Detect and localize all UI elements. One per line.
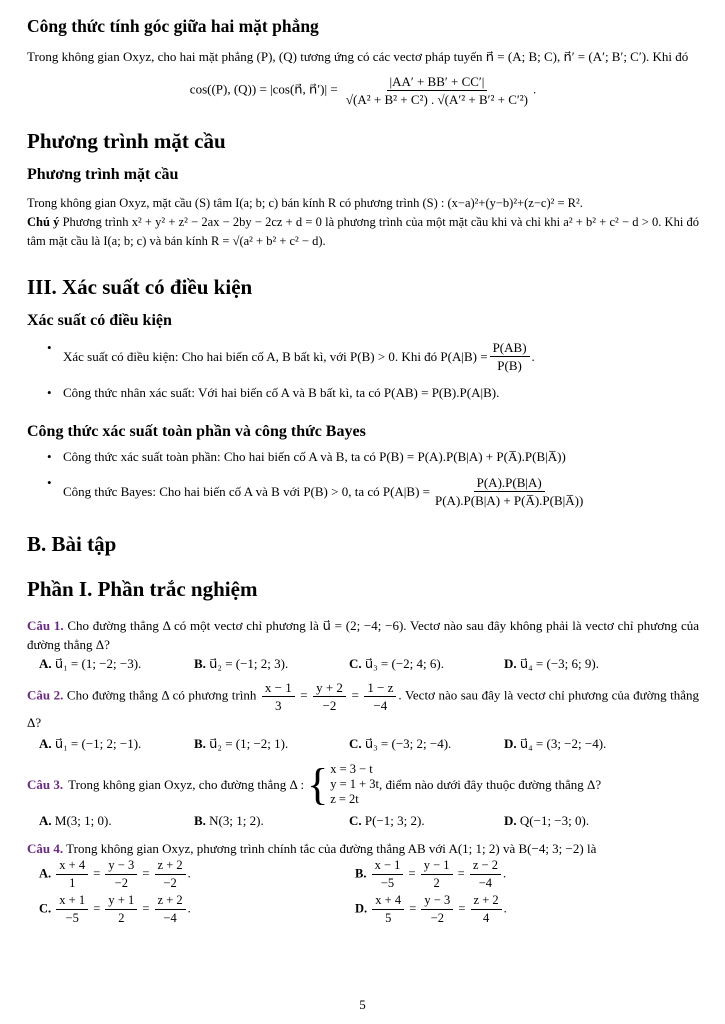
fraction-y [421, 893, 453, 926]
fraction-z [155, 893, 186, 926]
fraction-denominator: −4 [373, 698, 388, 713]
fraction-numerator: z + 2 [155, 893, 186, 910]
cond-prob-fraction [490, 340, 530, 373]
option-text: u⃗₃ = (−3; 2; −4). [364, 736, 452, 751]
option-text: u⃗₄ = (−3; 6; 9). [519, 656, 599, 671]
fraction-numerator: x + 1 [56, 893, 88, 910]
fraction-denominator: −2 [114, 876, 128, 890]
option-text: u⃗₃ = (−2; 4; 6). [364, 656, 444, 671]
option-letter: B. [355, 866, 367, 881]
option-text: N(3; 1; 2). [209, 813, 264, 828]
option-letter: B. [194, 736, 206, 751]
bullet-multiplication-rule: • Công thức nhân xác suất: Với hai biến cố A và B bất kì, ta có P(AB) = P(B).P(A|B). [27, 385, 699, 401]
option-text: Q(−1; −3; 0). [519, 813, 590, 828]
fraction-denominator: −4 [478, 876, 493, 890]
note-text: Phương trình x² + y² + z² − 2ax − 2by − 2cz + d = 0 là phương trình của một mặt cầu khi và chỉ khi a² + b² + c² − d > 0. Khi đó tâm mặt cầu là I(a; b; c) và bán kính R = √(a² + b² + c² − d). [27, 215, 699, 248]
option-text: u⃗₂ = (−1; 2; 3). [209, 656, 289, 671]
question-3-options [39, 813, 699, 829]
line-parametric-system [307, 759, 380, 809]
option-letter: A. [39, 866, 52, 881]
fraction-denominator: 2 [433, 876, 440, 890]
angle-formula-lhs: cos((P), (Q)) = |cos(n⃗, n⃗′)| = [189, 81, 338, 97]
question-text: Trong không gian Oxyz, phương trình chính tắc của đường thẳng AB với A(1; 1; 2) và B(−4; 3; −2) là [66, 841, 597, 856]
option-letter: A. [39, 813, 52, 828]
option-b[interactable] [194, 813, 349, 829]
option-b[interactable]: B. $\frac{x - 1}{-5}$ = $\frac{y - 1}{2}$ = $\frac{z - 2}{-4}$ . [355, 858, 507, 890]
subheading-sphere: Phương trình mặt cầu [27, 166, 179, 183]
option-b[interactable] [194, 656, 349, 672]
fraction-denominator: −2 [163, 876, 177, 890]
option-letter: C. [349, 656, 362, 671]
subheading-conditional-probability: Xác suất có điều kiện [27, 312, 172, 329]
fraction-z [471, 893, 502, 926]
option-c[interactable] [349, 656, 504, 672]
fraction-denominator: 3 [275, 698, 282, 713]
question-text-b: . Vectơ nào sau đây là vectơ chỉ phương của đường thẳng Δ? [27, 687, 699, 730]
option-text: u⃗₁ = (1; −2; −3). [54, 656, 142, 671]
fraction-numerator: x − 1 [262, 680, 295, 697]
question-1-options [39, 656, 699, 672]
option-letter: C. [349, 813, 362, 828]
question-2: Câu 2. Cho đường thẳng Δ có phương trình $\frac{x - 1}{3}$ = $\frac{y + 2}{-2}$ = $\frac{1 - z}{-4}$ . Vectơ nào sau đây là vectơ chỉ phương của đường thẳng Δ? [27, 680, 699, 730]
fraction-numerator: x + 4 [372, 893, 404, 910]
question-3 [27, 759, 699, 809]
fraction-y [105, 858, 137, 891]
fraction-denominator: 5 [385, 911, 392, 925]
question-4-options-row-2 [39, 893, 699, 926]
angle-formula-fraction [343, 74, 531, 107]
fraction-numerator: 1 − z [364, 680, 396, 697]
bullet-conditional-probability: • Xác suất có điều kiện: Cho hai biến cố A, B bất kì, với P(B) > 0. Khi đó P(A|B) = $\frac{P(AB)}{P(B)}$ . [27, 340, 699, 373]
option-letter: C. [349, 736, 362, 751]
option-letter: A. [39, 656, 52, 671]
fraction-denominator: −5 [380, 876, 395, 890]
fraction-x [372, 893, 404, 926]
brace-symbol: { [307, 759, 329, 809]
option-a[interactable]: A. $\frac{x + 4}{1}$ = $\frac{y - 3}{-2}$ = $\frac{z + 2}{-2}$ . [39, 858, 191, 890]
sphere-equation-text: Trong không gian Oxyz, mặt cầu (S) tâm I(a; b; c) bán kính R có phương trình (S) : (x−a)²+(y−b)²+(z−c)² = R². [27, 196, 583, 210]
option-letter: C. [39, 901, 52, 916]
question-4 [27, 839, 699, 858]
option-letter: B. [194, 656, 206, 671]
note-label: Chú ý [27, 215, 60, 229]
option-a[interactable] [39, 736, 194, 752]
fraction-numerator: y − 1 [421, 858, 453, 875]
section-heading-sphere: Phương trình mặt cầu [27, 129, 226, 153]
bullet-total-probability: • Công thức xác suất toàn phần: Cho hai biến cố A và B, ta có P(B) = P(A).P(B|A) + P(A̅).P(B|A̅)) [27, 449, 699, 465]
question-label: Câu 2. [27, 687, 64, 703]
question-4-options-row-1 [39, 858, 699, 891]
question-text-a: Cho đường thẳng Δ có phương trình [66, 687, 257, 703]
part-heading-multiple-choice: Phần I. Phần trắc nghiệm [27, 577, 258, 601]
option-a[interactable] [39, 813, 194, 829]
line-eq-fraction-x [262, 680, 295, 713]
option-letter: D. [355, 901, 368, 916]
option-text: M(3; 1; 0). [54, 813, 112, 828]
system-equations [330, 762, 379, 807]
fraction-denominator: 4 [482, 911, 490, 925]
fraction-denominator: −4 [163, 911, 177, 925]
fraction-denominator: −2 [430, 911, 444, 925]
option-d[interactable]: D. $\frac{x + 4}{5}$ = $\frac{y - 3}{-2}$ = $\frac{z + 2}{4}$ . [355, 893, 507, 925]
fraction-numerator: y + 1 [105, 893, 137, 910]
option-text: u⃗₂ = (1; −2; 1). [209, 736, 289, 751]
option-a[interactable] [39, 656, 194, 672]
system-eq-z: z = 2t [330, 792, 359, 806]
option-d[interactable] [504, 656, 659, 672]
question-text: Cho đường thẳng Δ có một vectơ chỉ phương là u⃗ = (2; −4; −6). Vectơ nào sau đây không phải là vectơ chỉ phương của đường thẳng Δ? [27, 618, 699, 652]
option-b[interactable] [194, 736, 349, 752]
page-number: 5 [359, 997, 366, 1012]
system-eq-x: x = 3 − t [330, 762, 373, 776]
question-label: Câu 1. [27, 618, 64, 633]
option-c[interactable] [349, 736, 504, 752]
question-label: Câu 4. [27, 841, 64, 856]
option-letter: B. [194, 813, 206, 828]
section-heading-angle-planes: Công thức tính góc giữa hai mặt phẳng [27, 16, 319, 36]
question-text-a: Trong không gian Oxyz, cho đường thẳng Δ : [68, 776, 305, 792]
option-letter: D. [504, 813, 517, 828]
option-text: u⃗₁ = (−1; 2; −1). [54, 736, 142, 751]
fraction-x [56, 893, 88, 926]
angle-formula-numerator: |AA′ + BB′ + CC′| [387, 74, 488, 91]
fraction-denominator: −2 [322, 698, 337, 713]
fraction-numerator: x − 1 [372, 858, 404, 875]
fraction-x [372, 858, 404, 891]
document-page [27, 14, 699, 926]
sphere-note [27, 213, 699, 251]
fraction-denominator: 2 [118, 911, 125, 925]
fraction-z [155, 858, 186, 891]
section-heading-conditional-probability: III. Xác suất có điều kiện [27, 275, 253, 299]
question-label: Câu 3. [27, 776, 64, 792]
fraction-numerator: z − 2 [470, 858, 501, 875]
system-eq-y: y = 1 + 3t [330, 777, 380, 791]
fraction-y [421, 858, 453, 891]
option-letter: A. [39, 736, 52, 751]
fraction-numerator: z + 2 [471, 893, 502, 910]
option-c[interactable]: C. $\frac{x + 1}{-5}$ = $\frac{y + 1}{2}$ = $\frac{z + 2}{-4}$ . [39, 893, 191, 925]
fraction-numerator: z + 2 [155, 858, 186, 875]
angle-planes-text: Trong không gian Oxyz, cho hai mặt phẳng (P), (Q) tương ứng có các vectơ pháp tuyến n⃗ = (A; B; C), n⃗′ = (A′; B′; C′). Khi đó [27, 49, 689, 64]
cond-prob-denominator: P(B) [497, 358, 522, 373]
option-text: u⃗₄ = (3; −2; −4). [519, 736, 607, 751]
angle-formula-denominator: √(A² + B² + C²) . √(A′² + B′² + C′²) [345, 92, 528, 107]
bayes-numerator: P(A).P(B|A) [474, 475, 545, 492]
fraction-denominator: −5 [65, 911, 79, 925]
bullet-cond-text: • Xác suất có điều kiện: Cho hai biến cố A, B bất kì, với P(B) > 0. Khi đó P(A|B) = [63, 348, 488, 364]
fraction-numerator: y − 3 [105, 858, 137, 875]
line-eq-fraction-z [364, 680, 396, 713]
option-d[interactable] [504, 736, 659, 752]
bullet-bayes [27, 475, 699, 508]
fraction-y [105, 893, 137, 926]
subheading-total-probability-bayes: Công thức xác suất toàn phần và công thức Bayes [27, 423, 366, 440]
fraction-numerator: y − 3 [421, 893, 453, 910]
bayes-text: • Công thức Bayes: Cho hai biến cố A và B với P(B) > 0, ta có P(A|B) = [63, 483, 430, 499]
question-2-options [39, 736, 699, 752]
option-c[interactable] [349, 813, 504, 829]
fraction-numerator: y + 2 [313, 680, 346, 697]
question-text-b: , điểm nào dưới đây thuộc đường thẳng Δ? [379, 776, 602, 792]
bayes-denominator: P(A).P(B|A) + P(A̅).P(B|A̅)) [435, 493, 584, 508]
section-heading-exercises: B. Bài tập [27, 532, 117, 556]
line-eq-fraction-y [313, 680, 346, 713]
fraction-z [470, 858, 501, 891]
angle-formula: cos((P), (Q)) = |cos(n⃗, n⃗′)| = $\frac{|AA' + BB' + CC'|}{\text{√(A² + B² + C²) . √(A′² + B′² + C′²)}}$ . [189, 74, 537, 107]
option-letter: D. [504, 736, 517, 751]
option-letter: D. [504, 656, 517, 671]
question-1 [27, 616, 699, 654]
cond-prob-numerator: P(AB) [490, 340, 530, 357]
option-text: P(−1; 3; 2). [364, 813, 425, 828]
fraction-x [56, 858, 88, 891]
option-d[interactable] [504, 813, 659, 829]
fraction-numerator: x + 4 [56, 858, 88, 875]
fraction-denominator: 1 [69, 876, 76, 890]
bayes-fraction [432, 475, 586, 508]
